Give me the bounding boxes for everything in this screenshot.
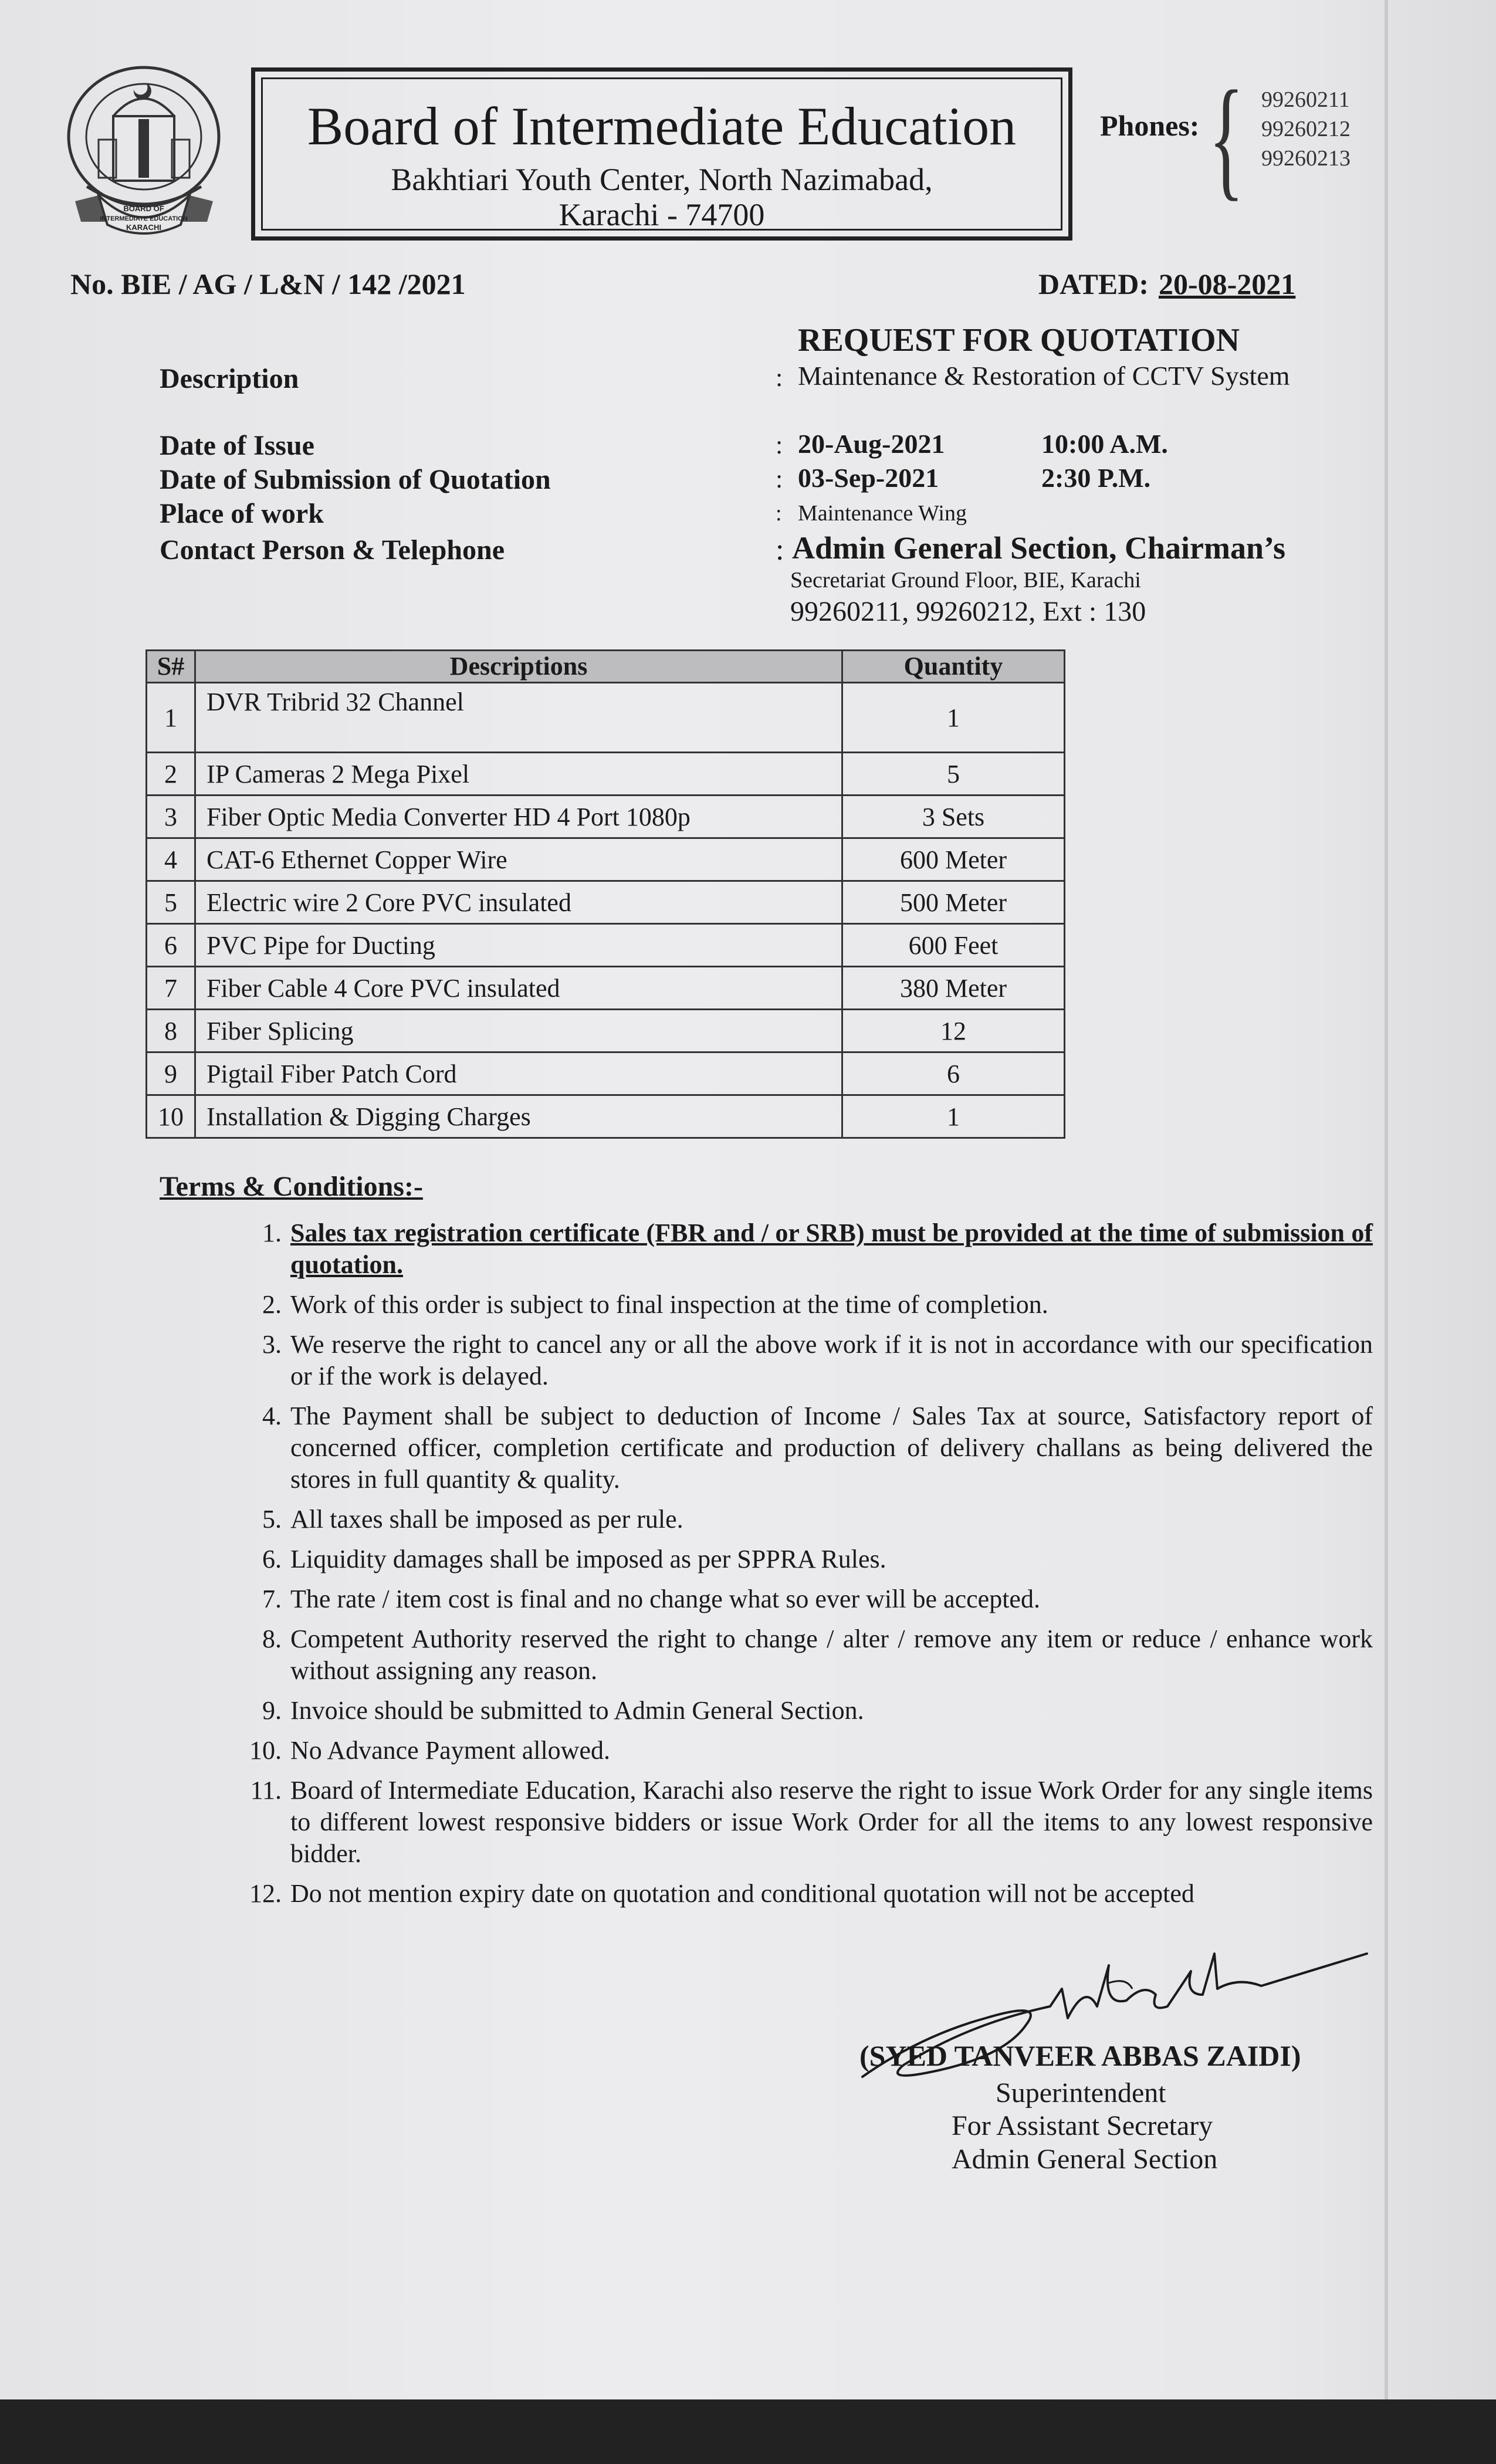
signatory-line2: For Assistant Secretary — [952, 2110, 1213, 2141]
row-quantity: 600 Feet — [842, 924, 1065, 967]
submission-date-label: Date of Submission of Quotation — [160, 464, 551, 495]
organization-address-line2: Karachi - 74700 — [559, 197, 765, 232]
contact-address: Secretariat Ground Floor, BIE, Karachi — [790, 568, 1141, 593]
row-serial: 7 — [147, 967, 195, 1010]
scanner-bottom-border — [0, 2399, 1496, 2464]
row-description: Fiber Optic Media Converter HD 4 Port 1080p — [195, 796, 842, 838]
description-value: Maintenance & Restoration of CCTV System — [798, 361, 1290, 391]
phone-number-1: 99260211 — [1261, 87, 1350, 112]
terms-item-number: 11. — [250, 1776, 282, 1805]
letterhead-title-box — [251, 67, 1072, 241]
row-description: Electric wire 2 Core PVC insulated — [195, 881, 842, 924]
table-row — [147, 683, 1065, 753]
row-quantity: 6 — [842, 1052, 1065, 1095]
terms-item-text: Competent Authority reserved the right to change / alter / remove any item or reduce / enhance work without assigning any reason. — [290, 1624, 1373, 1685]
row-serial: 9 — [147, 1052, 195, 1095]
row-description: Installation & Digging Charges — [195, 1095, 842, 1138]
terms-item-text: Do not mention expiry date on quotation and conditional quotation will not be accepted — [290, 1879, 1194, 1908]
terms-item-text: The Payment shall be subject to deduction of Income / Sales Tax at source, Satisfactory report of concerned officer, completion certificate and production of delivery challans as being delivered the stores in full quantity & quality. — [290, 1402, 1373, 1494]
terms-item — [241, 1544, 1373, 1575]
header-descriptions: Descriptions — [195, 651, 842, 683]
organization-address-line1: Bakhtiari Youth Center, North Nazimabad, — [391, 162, 933, 197]
table-row — [147, 1010, 1065, 1052]
terms-item — [241, 1217, 1373, 1281]
submission-date-value: 03-Sep-2021 — [798, 463, 939, 493]
terms-item-text: Invoice should be submitted to Admin General Section. — [290, 1696, 864, 1725]
rfq-title: REQUEST FOR QUOTATION — [798, 322, 1240, 358]
table-row — [147, 838, 1065, 881]
terms-item — [241, 1400, 1373, 1495]
table-row — [147, 967, 1065, 1010]
row-serial: 10 — [147, 1095, 195, 1138]
row-quantity: 1 — [842, 1095, 1065, 1138]
submission-time-value: 2:30 P.M. — [1041, 463, 1151, 493]
terms-item — [241, 1775, 1373, 1870]
row-description: CAT-6 Ethernet Copper Wire — [195, 838, 842, 881]
items-table — [145, 649, 1065, 1139]
row-serial: 1 — [147, 683, 195, 753]
handwritten-signature — [851, 1918, 1379, 2100]
row-serial: 6 — [147, 924, 195, 967]
terms-item-number: 3. — [262, 1330, 282, 1359]
row-description: Fiber Cable 4 Core PVC insulated — [195, 967, 842, 1010]
row-quantity: 1 — [842, 683, 1065, 753]
row-serial: 5 — [147, 881, 195, 924]
row-serial: 4 — [147, 838, 195, 881]
contact-telephone: 99260211, 99260212, Ext : 130 — [790, 596, 1146, 627]
table-row — [147, 796, 1065, 838]
issue-time-value: 10:00 A.M. — [1041, 429, 1168, 459]
table-row — [147, 881, 1065, 924]
terms-item-number: 1. — [262, 1219, 282, 1247]
table-row — [147, 1052, 1065, 1095]
issue-date-value: 20-Aug-2021 — [798, 429, 945, 459]
terms-item-text: No Advance Payment allowed. — [290, 1736, 610, 1765]
terms-item-text: All taxes shall be imposed as per rule. — [290, 1505, 683, 1534]
terms-item — [241, 1878, 1373, 1910]
terms-item-text: The rate / item cost is final and no change what so ever will be accepted. — [290, 1585, 1040, 1613]
terms-item — [241, 1623, 1373, 1687]
terms-item-text: We reserve the right to cancel any or all the above work if it is not in accordance with our specification or if the work is delayed. — [290, 1330, 1373, 1390]
contact-person-value: Admin General Section, Chairman’s — [792, 530, 1285, 566]
page-edge-shadow — [1385, 0, 1388, 2399]
terms-item-number: 6. — [262, 1545, 282, 1573]
row-description: PVC Pipe for Ducting — [195, 924, 842, 967]
place-colon: : — [776, 501, 782, 526]
curly-brace-icon: { — [1209, 63, 1244, 212]
header-serial: S# — [147, 651, 195, 683]
terms-item-number: 12. — [249, 1879, 282, 1908]
dated-value: 20-08-2021 — [1159, 268, 1296, 300]
row-description: Pigtail Fiber Patch Cord — [195, 1052, 842, 1095]
phone-number-3: 99260213 — [1261, 146, 1351, 171]
svg-text:INTERMEDIATE EDUCATION: INTERMEDIATE EDUCATION — [100, 215, 188, 222]
row-serial: 8 — [147, 1010, 195, 1052]
terms-item — [241, 1504, 1373, 1535]
signatory-line3: Admin General Section — [952, 2144, 1218, 2175]
signatory-name: (SYED TANVEER ABBAS ZAIDI) — [859, 2039, 1301, 2072]
svg-text:KARACHI: KARACHI — [126, 223, 161, 232]
row-description: Fiber Splicing — [195, 1010, 842, 1052]
phones-label: Phones: — [1100, 109, 1200, 142]
row-quantity: 600 Meter — [842, 838, 1065, 881]
row-serial: 3 — [147, 796, 195, 838]
terms-list — [241, 1217, 1373, 1918]
terms-item-number: 8. — [262, 1624, 282, 1653]
terms-item — [241, 1583, 1373, 1615]
table-row — [147, 924, 1065, 967]
row-description: IP Cameras 2 Mega Pixel — [195, 753, 842, 796]
header-quantity: Quantity — [842, 651, 1065, 683]
table-header-row — [147, 651, 1065, 683]
terms-item — [241, 1695, 1373, 1727]
terms-item-text: Board of Intermediate Education, Karachi also reserve the right to issue Work Order for any single items to different lowest responsive bidders or issue Work Order for all the items to any lowest responsive bidder. — [290, 1776, 1373, 1868]
table-row — [147, 753, 1065, 796]
dated-label: DATED: — [1038, 268, 1149, 300]
row-quantity: 12 — [842, 1010, 1065, 1052]
reference-number: No. BIE / AG / L&N / 142 /2021 — [70, 268, 466, 300]
row-description: DVR Tribrid 32 Channel — [195, 683, 842, 753]
issue-date-label: Date of Issue — [160, 430, 314, 461]
submission-colon: : — [776, 465, 783, 493]
svg-text:BOARD OF: BOARD OF — [123, 204, 164, 213]
issue-colon: : — [776, 431, 783, 459]
contact-person-label: Contact Person & Telephone — [160, 534, 505, 566]
row-quantity: 500 Meter — [842, 881, 1065, 924]
description-label: Description — [160, 363, 299, 394]
place-of-work-label: Place of work — [160, 498, 324, 529]
terms-item-number: 9. — [262, 1696, 282, 1725]
description-colon: : — [776, 363, 783, 392]
terms-item-number: 7. — [262, 1585, 282, 1613]
row-serial: 2 — [147, 753, 195, 796]
terms-item-number: 5. — [262, 1505, 282, 1534]
contact-colon: : — [776, 533, 784, 567]
row-quantity: 5 — [842, 753, 1065, 796]
terms-item-number: 4. — [262, 1402, 282, 1430]
signatory-designation: Superintendent — [996, 2077, 1166, 2108]
place-of-work-value: Maintenance Wing — [798, 501, 967, 526]
organization-name: Board of Intermediate Education — [307, 96, 1017, 156]
table-row — [147, 1095, 1065, 1138]
terms-item-text: Sales tax registration certificate (FBR and / or SRB) must be provided at the time of submission of quotation. — [290, 1219, 1373, 1279]
terms-item — [241, 1329, 1373, 1392]
terms-item-text: Work of this order is subject to final inspection at the time of completion. — [290, 1290, 1048, 1319]
terms-item — [241, 1735, 1373, 1766]
terms-item — [241, 1289, 1373, 1321]
terms-item-text: Liquidity damages shall be imposed as per SPPRA Rules. — [290, 1545, 886, 1573]
phone-number-2: 99260212 — [1261, 117, 1351, 141]
title-box-inner-border — [261, 77, 1062, 231]
row-quantity: 3 Sets — [842, 796, 1065, 838]
terms-title: Terms & Conditions:- — [160, 1171, 423, 1202]
terms-item-number: 2. — [262, 1290, 282, 1319]
row-quantity: 380 Meter — [842, 967, 1065, 1010]
terms-item-number: 10. — [249, 1736, 282, 1765]
bie-logo-emblem — [63, 63, 225, 245]
